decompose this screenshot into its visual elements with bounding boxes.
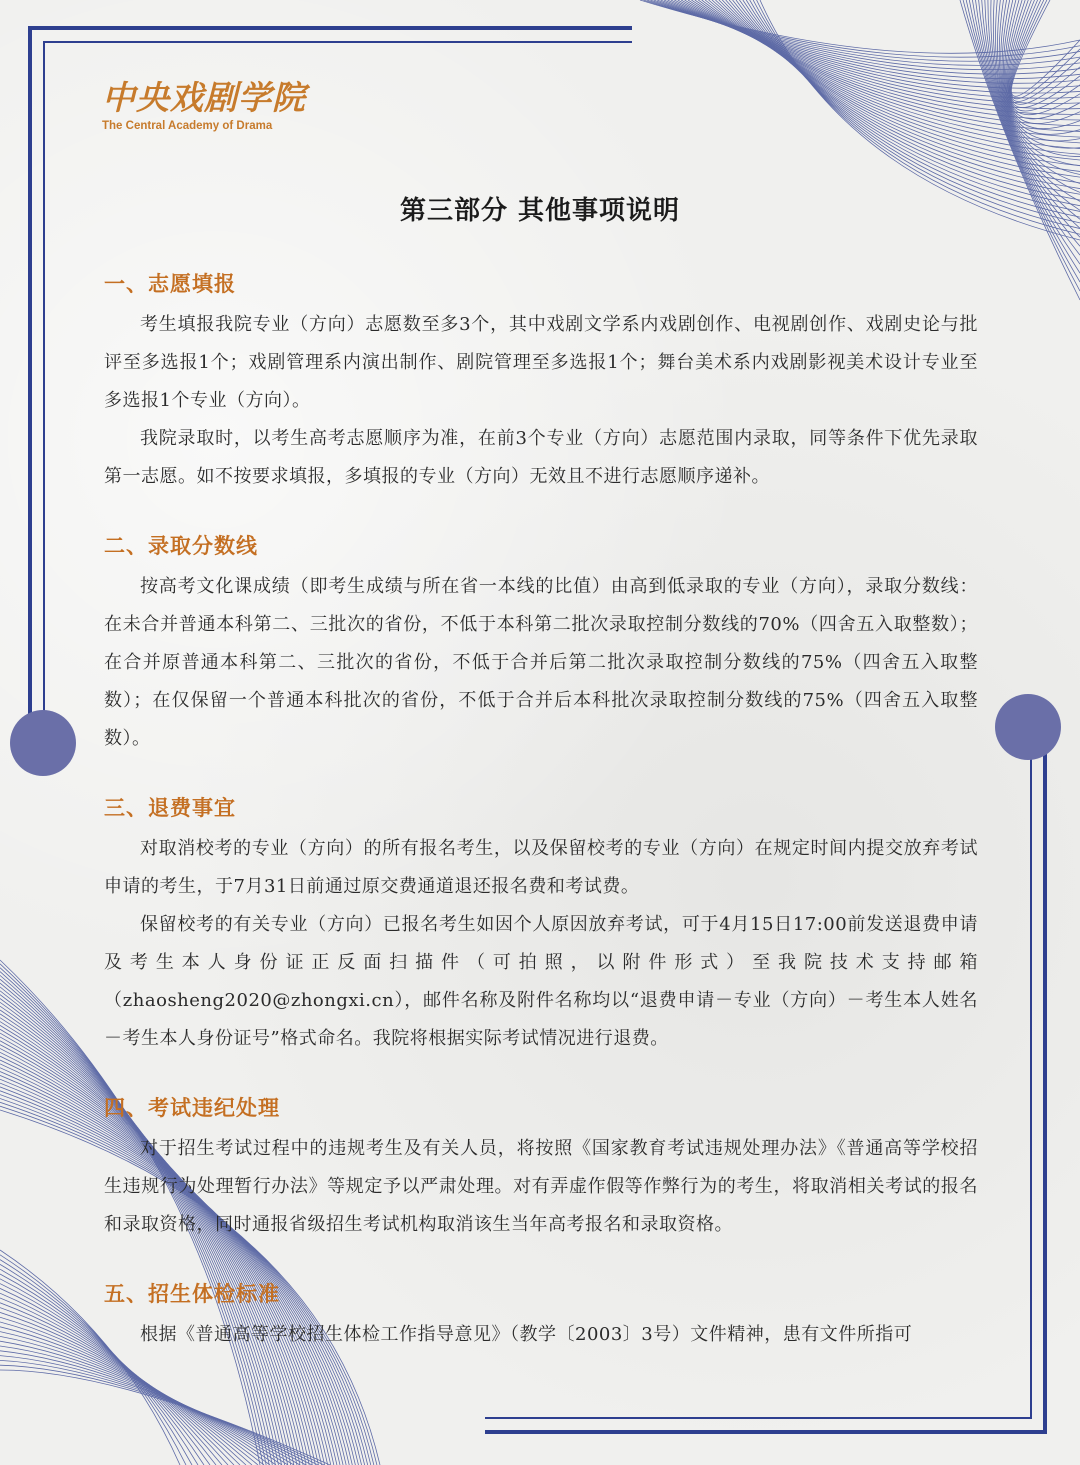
academy-logo	[102, 78, 306, 132]
paragraph: 根据《普通高等学校招生体检工作指导意见》（教学〔2003〕3号）文件精神，患有文件所指可	[140, 1324, 913, 1345]
page-title: 第三部分 其他事项说明	[399, 196, 681, 226]
logo-name-en: The Central Academy of Drama	[102, 120, 273, 132]
content-body	[104, 262, 978, 1354]
section-refund	[104, 786, 978, 1058]
paragraph: 按高考文化课成绩（即考生成绩与所在省一本线的比值）由高到低录取的专业（方向），录取分数线：在未合并普通本科第二、三批次的省份，不低于本科第二批次录取控制分数线的70%（四舍五入取整数）；在合并原普通本科第二、三批次的省份，不低于合并后第二批次录取控制分数线的75%（四舍五入取整数）；在仅保留一个普通本科批次的省份，不低于合并后本科批次录取控制分数线的75%（四舍五入取整数）。	[104, 576, 978, 749]
logo-name-cn: 中央戏剧学院	[102, 78, 306, 117]
section-title: 四、考试违纪处理	[104, 1095, 280, 1120]
paragraph: 考生填报我院专业（方向）志愿数至多3个，其中戏剧文学系内戏剧创作、电视剧创作、戏剧史论与批评至多选报1个；戏剧管理系内演出制作、剧院管理至多选报1个；舞台美术系内戏剧影视美术设计专业至多选报1个专业（方向）。	[104, 314, 978, 411]
circle-right	[995, 694, 1061, 760]
paragraph: 对于招生考试过程中的违规考生及有关人员，将按照《国家教育考试违规处理办法》《普通高等学校招生违规行为处理暂行办法》等规定予以严肃处理。对有弄虚作假等作弊行为的考生，将取消相关考试的报名和录取资格，同时通报省级招生考试机构取消该生当年高考报名和录取资格。	[104, 1138, 978, 1235]
section-willing	[104, 262, 978, 496]
section-title: 二、录取分数线	[104, 533, 258, 558]
section-title: 三、退费事宜	[104, 795, 236, 820]
circle-left	[10, 710, 76, 776]
section-physical-exam	[104, 1272, 978, 1354]
paragraph: 我院录取时，以考生高考志愿顺序为准，在前3个专业（方向）志愿范围内录取，同等条件下优先录取第一志愿。如不按要求填报，多填报的专业（方向）无效且不进行志愿顺序递补。	[104, 428, 978, 487]
section-discipline	[104, 1086, 978, 1244]
section-title: 五、招生体检标准	[104, 1281, 280, 1306]
paragraph: 对取消校考的专业（方向）的所有报名考生，以及保留校考的专业（方向）在规定时间内提交放弃考试申请的考生，于7月31日前通过原交费通道退还报名费和考试费。	[104, 838, 978, 897]
paragraph: 保留校考的有关专业（方向）已报名考生如因个人原因放弃考试，可于4月15日17:00前发送退费申请及考生本人身份证正反面扫描件（可拍照，以附件形式）至我院技术支持邮箱（zhaosheng2020@zhongxi.cn），邮件名称及附件名称均以“退费申请－专业（方向）－考生本人姓名－考生本人身份证号”格式命名。我院将根据实际考试情况进行退费。	[104, 914, 978, 1049]
section-score-line	[104, 524, 978, 758]
section-title: 一、志愿填报	[104, 271, 236, 296]
